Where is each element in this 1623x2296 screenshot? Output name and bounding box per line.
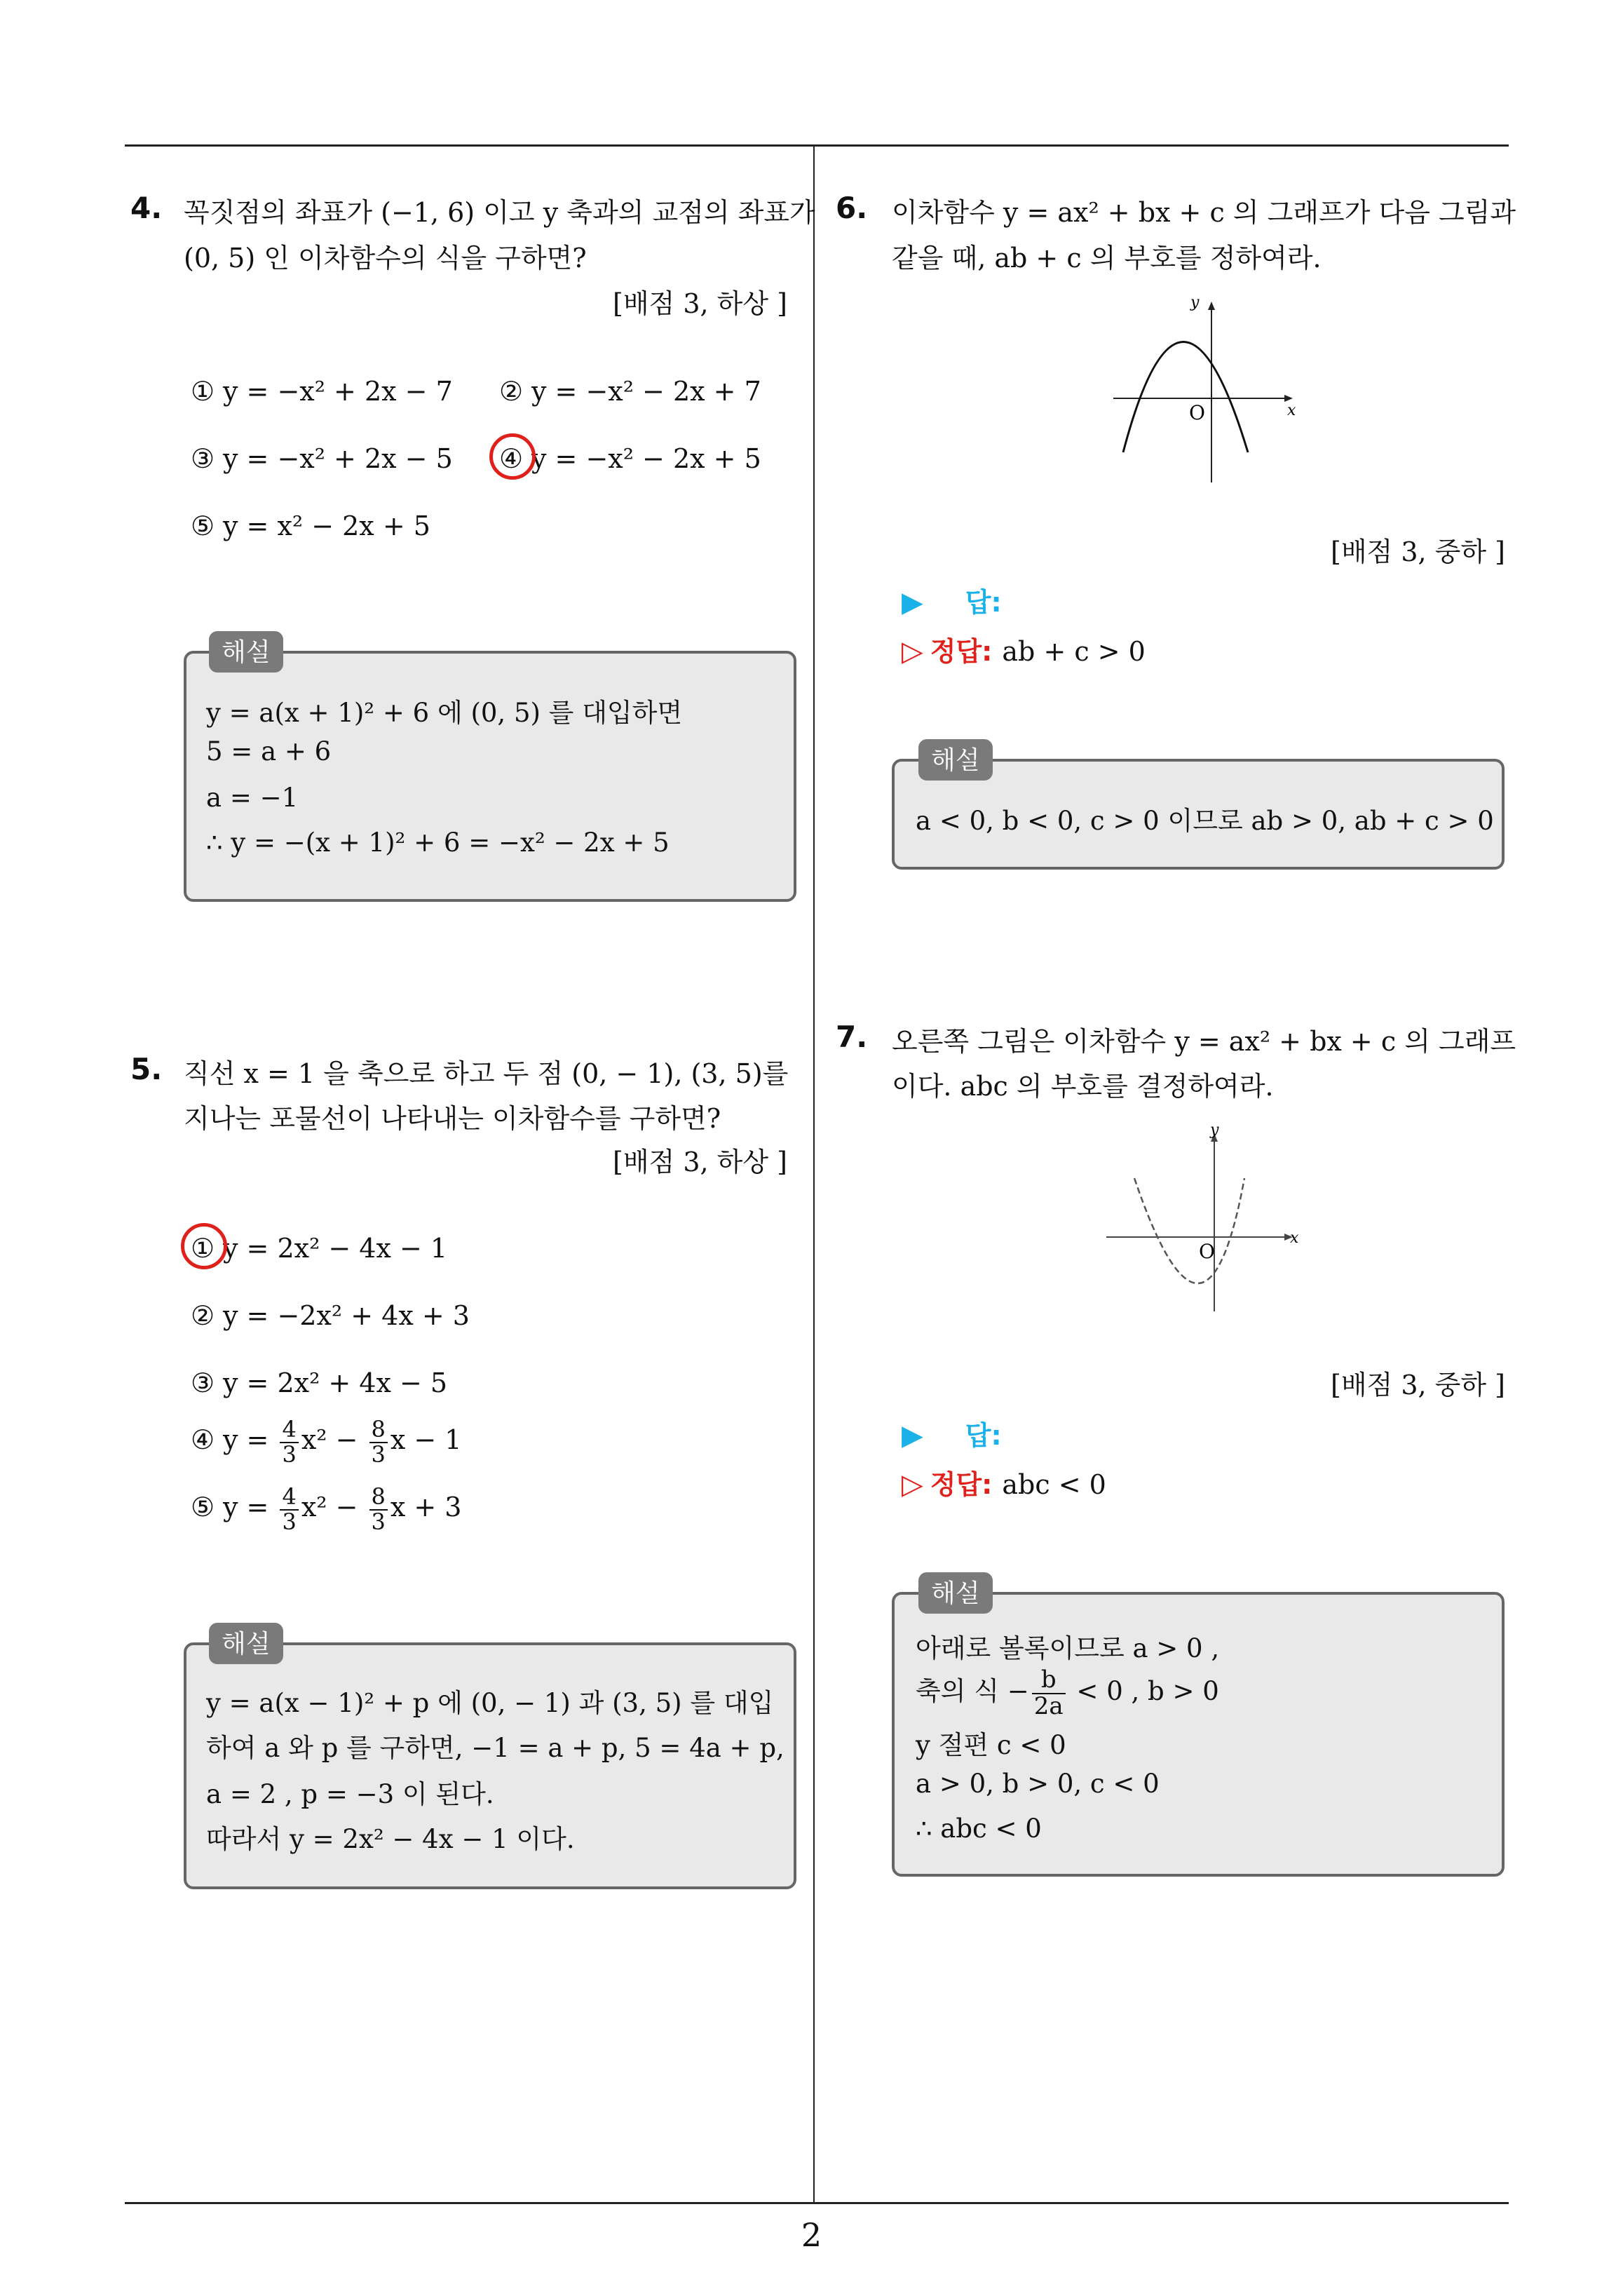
correct-value: abc < 0 — [1002, 1469, 1106, 1500]
q4-score-meta: [배점 3, 하상 ] — [613, 288, 787, 319]
axis-expr-post: < 0 , b > 0 — [1068, 1676, 1219, 1707]
q5-text-line2: 지나는 포물선이 나타내는 이차함수를 구하면? — [184, 1103, 721, 1134]
option-number: ⑤ — [191, 1492, 215, 1523]
x-axis-label: x — [1287, 402, 1296, 419]
y-axis-arrow — [1208, 302, 1215, 310]
q5-score-meta: [배점 3, 하상 ] — [613, 1147, 787, 1177]
q6-number: 6. — [836, 191, 868, 225]
q5-solution-line3: a = 2 , p = −3 이 된다. — [206, 1779, 494, 1809]
q7-solution-line4: a > 0, b > 0, c < 0 — [916, 1769, 1160, 1799]
answer-marker-icon: ▶ — [902, 1419, 923, 1452]
option-expr-pre: y = — [223, 1492, 278, 1523]
q7-text-line1: 오른쪽 그림은 이차함수 y = ax² + bx + c 의 그래프 — [892, 1026, 1516, 1057]
x-axis-arrow — [1284, 395, 1293, 402]
fraction — [280, 1418, 298, 1466]
q4-solution-line3: a = −1 — [206, 783, 299, 813]
option-expr: y = −x² − 2x + 7 — [531, 376, 761, 407]
q4-number: 4. — [130, 191, 163, 225]
q5-text-line1: 직선 x = 1 을 축으로 하고 두 점 (0, − 1), (3, 5)를 — [184, 1058, 789, 1089]
q6-score-meta: [배점 3, 중하 ] — [1331, 536, 1505, 567]
option-number: ① — [191, 1233, 215, 1264]
answer-label: 답: — [965, 1420, 1002, 1451]
top-rule — [125, 144, 1509, 147]
option-expr-mid: x² − — [301, 1492, 367, 1523]
option-number: ① — [191, 376, 215, 407]
q7-solution-line5: ∴ abc < 0 — [916, 1814, 1042, 1844]
fraction-denominator: 3 — [280, 1442, 298, 1467]
option-number: ④ — [191, 1424, 215, 1456]
axis-expr-pre: 축의 식 − — [916, 1676, 1029, 1707]
q6-answer-line — [902, 581, 1002, 619]
parabola-curve — [1134, 1178, 1244, 1283]
q4-answer-circle-mark — [489, 433, 536, 480]
answer-marker-icon: ▶ — [902, 586, 923, 619]
q7-text-line2: 이다. abc 의 부호를 결정하여라. — [892, 1071, 1274, 1102]
option-expr: y = −x² + 2x − 5 — [223, 443, 453, 474]
correct-label: 정답: — [930, 636, 993, 667]
q5-solution-tag: 해설 — [209, 1623, 283, 1664]
q5-number: 5. — [130, 1052, 163, 1086]
option-expr-post: x − 1 — [390, 1424, 462, 1456]
q5-option-4[interactable] — [191, 1418, 461, 1466]
fraction-numerator: 8 — [371, 1483, 386, 1510]
fraction-numerator: 8 — [371, 1416, 386, 1443]
q7-score-meta: [배점 3, 중하 ] — [1331, 1370, 1505, 1400]
option-number: ② — [191, 1300, 215, 1331]
option-number: ③ — [191, 1368, 215, 1398]
q6-text-line1: 이차함수 y = ax² + bx + c 의 그래프가 다음 그림과 — [892, 197, 1516, 228]
origin-label: O — [1189, 401, 1205, 424]
q5-answer-circle-mark — [181, 1223, 227, 1269]
q5-solution-line1: y = a(x − 1)² + p 에 (0, − 1) 과 (3, 5) 를 대입 — [206, 1688, 774, 1718]
fraction-denominator: 2a — [1032, 1693, 1066, 1720]
option-expr: y = −x² − 2x + 5 — [531, 443, 761, 474]
q4-solution-line1: y = a(x + 1)² + 6 에 (0, 5) 를 대입하면 — [206, 698, 683, 728]
fraction-numerator: b — [1040, 1666, 1057, 1694]
option-number: ⑤ — [191, 511, 215, 541]
x-axis-label: x — [1290, 1229, 1299, 1247]
option-expr: y = −2x² + 4x + 3 — [223, 1300, 470, 1331]
bottom-rule — [125, 2202, 1509, 2204]
answer-label: 답: — [965, 587, 1002, 618]
option-expr-post: x + 3 — [390, 1492, 462, 1523]
q7-solution-line3: y 절편 c < 0 — [916, 1730, 1066, 1760]
q4-solution-line4: ∴ y = −(x + 1)² + 6 = −x² − 2x + 5 — [206, 828, 670, 858]
option-number: ④ — [499, 443, 524, 474]
q4-option-4[interactable] — [499, 443, 761, 474]
fraction — [369, 1485, 388, 1534]
option-expr: y = 2x² − 4x − 1 — [223, 1233, 448, 1264]
origin-label: O — [1199, 1240, 1215, 1263]
option-expr-mid: x² − — [301, 1424, 367, 1456]
option-expr-pre: y = — [223, 1424, 278, 1456]
parabola-curve — [1123, 342, 1248, 453]
fraction-denominator: 3 — [369, 1509, 388, 1534]
q4-text-line1: 꼭짓점의 좌표가 (−1, 6) 이고 y 축과의 교점의 좌표가 — [184, 197, 815, 228]
page-number: 2 — [801, 2216, 822, 2254]
column-divider — [813, 144, 815, 2203]
q4-text-line2: (0, 5) 인 이차함수의 식을 구하면? — [184, 243, 587, 274]
q4-solution-line2: 5 = a + 6 — [206, 736, 332, 767]
q7-parabola-graph — [1101, 1122, 1304, 1318]
q5-option-3[interactable] — [191, 1368, 447, 1398]
q4-option-3[interactable] — [191, 443, 453, 474]
q5-solution-line2: 하여 a 와 p 를 구하면, −1 = a + p, 5 = 4a + p, — [206, 1733, 785, 1763]
q4-solution-box — [184, 651, 796, 902]
y-axis-label: y — [1210, 1122, 1219, 1139]
q7-solution-line1: 아래로 볼록이므로 a > 0 , — [916, 1633, 1220, 1663]
fraction — [280, 1485, 298, 1534]
fraction — [369, 1418, 388, 1466]
fraction — [1032, 1668, 1066, 1719]
q5-option-5[interactable] — [191, 1485, 461, 1534]
option-number: ② — [499, 376, 524, 407]
q5-solution-line4: 따라서 y = 2x² − 4x − 1 이다. — [206, 1824, 575, 1854]
q6-solution-line1: a < 0, b < 0, c > 0 이므로 ab > 0, ab + c > 0 — [916, 806, 1494, 836]
q5-option-1[interactable] — [191, 1233, 447, 1264]
option-number: ③ — [191, 443, 215, 474]
option-expr: y = 2x² + 4x − 5 — [223, 1368, 448, 1398]
q6-parabola-graph — [1108, 295, 1297, 491]
option-expr: y = −x² + 2x − 7 — [223, 376, 453, 407]
correct-marker-icon: ▷ — [902, 635, 923, 668]
option-expr: y = x² − 2x + 5 — [223, 511, 430, 541]
fraction-denominator: 3 — [369, 1442, 388, 1467]
q4-option-5[interactable] — [191, 511, 430, 541]
q7-solution-tag: 해설 — [918, 1572, 993, 1614]
q4-solution-tag: 해설 — [209, 631, 283, 673]
correct-marker-icon: ▷ — [902, 1468, 923, 1501]
q7-solution-line2 — [916, 1668, 1219, 1719]
q4-option-1[interactable] — [191, 376, 453, 407]
q6-correct-answer-line — [902, 630, 1146, 668]
q7-answer-line — [902, 1414, 1002, 1452]
q6-solution-tag: 해설 — [918, 739, 993, 781]
q7-correct-answer-line — [902, 1463, 1106, 1501]
q4-option-2[interactable] — [499, 376, 761, 407]
q6-text-line2: 같을 때, ab + c 의 부호를 정하여라. — [892, 243, 1322, 274]
q5-option-2[interactable] — [191, 1300, 470, 1331]
correct-value: ab + c > 0 — [1002, 636, 1146, 667]
fraction-numerator: 4 — [282, 1483, 297, 1510]
q7-number: 7. — [836, 1020, 868, 1054]
fraction-denominator: 3 — [280, 1509, 298, 1534]
fraction-numerator: 4 — [282, 1416, 297, 1443]
y-axis-label: y — [1190, 295, 1200, 311]
correct-label: 정답: — [930, 1469, 993, 1500]
